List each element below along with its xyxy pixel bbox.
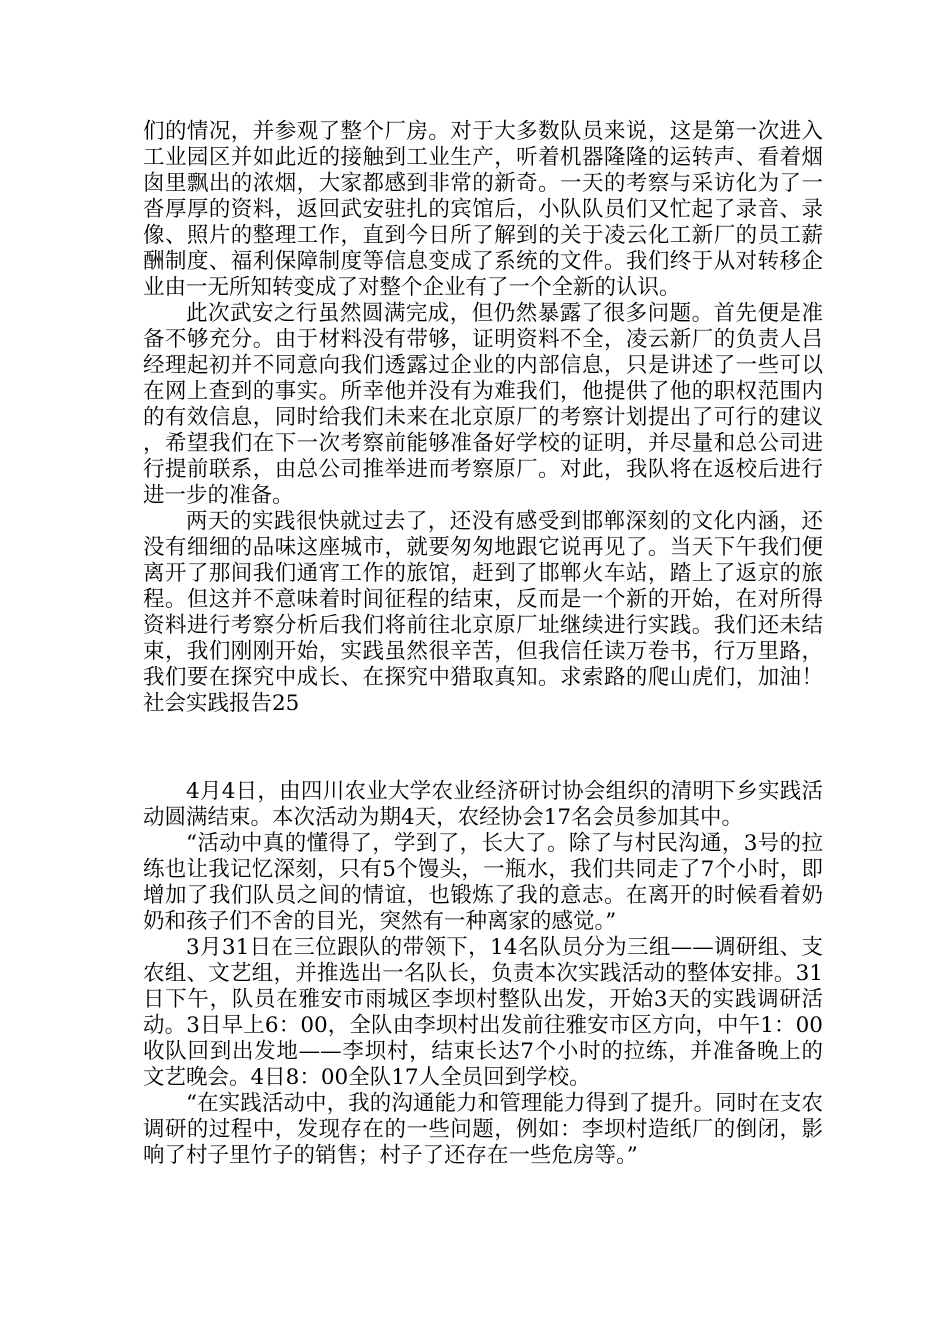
paragraph-wuan-problems: 此次武安之行虽然圆满完成，但仍然暴露了很多问题。首先便是准备不够充分。由于材料没有带够，证明资料不全，凌云新厂的负责人吕经理起初并不同意向我们透露过企业的内部信息，只是讲述了一些可以在网上查到的事实。所幸他并没有为难我们，他提供了他的职权范围内的有效信息，同时给我们未来在北京原厂的考察计划提出了可行的建议，希望我们在下一次考察前能够准备好学校的证明，并尽量和总公司进行提前联系，由总公司推举进而考察原厂。对此，我队将在返校后进行进一步的准备。 xyxy=(143,301,823,508)
document-body xyxy=(143,119,823,1169)
paragraph-member-quote-2: “在实践活动中，我的沟通能力和管理能力得到了提升。同时在支农调研的过程中，发现存在的一些问题，例如：李坝村造纸厂的倒闭，影响了村子里竹子的销售；村子了还存在一些危房等。” xyxy=(143,1091,823,1168)
paragraph-member-quote-1: “活动中真的懂得了，学到了，长大了。除了与村民沟通，3号的拉练也让我记忆深刻，只有5个馒头，一瓶水，我们共同走了7个小时，即增加了我们队员之间的情谊，也锻炼了我的意志。在离开的时候看着奶奶和孩子们不舍的目光，突然有一种离家的感觉。” xyxy=(143,831,823,934)
paragraph-qingming-intro: 4月4日，由四川农业大学农业经济研讨协会组织的清明下乡实践活动圆满结束。本次活动为期4天，农经协会17名会员参加其中。 xyxy=(143,779,823,830)
paragraph-factory-visit: 们的情况，并参观了整个厂房。对于大多数队员来说，这是第一次进入工业园区并如此近的接触到工业生产，听着机器隆隆的运转声、看着烟囱里飘出的浓烟，大家都感到非常的新奇。一天的考察与采访化为了一沓厚厚的资料，返回武安驻扎的宾馆后，小队队员们又忙起了录音、录像、照片的整理工作，直到今日所了解到的关于凌云化工新厂的员工薪酬制度、福利保障制度等信息变成了系统的文件。我们终于从对转移企业由一无所知转变成了对整个企业有了一个全新的认识。 xyxy=(143,119,823,300)
paragraph-handan-farewell: 两天的实践很快就过去了，还没有感受到邯郸深刻的文化内涵，还没有细细的品味这座城市，就要匆匆地跟它说再见了。当天下午我们便离开了那间我们通宵工作的旅馆，赶到了邯郸火车站，踏上了返京的旅程。但这并不意味着时间征程的结束，反而是一个新的开始，在对所得资料进行考察分析后我们将前往北京原厂址继续进行实践。我们还未结束，我们刚刚开始，实践虽然很辛苦，但我信任读万卷书，行万里路，我们要在探究中成长、在探究中猎取真知。求索路的爬山虎们，加油！社会实践报告25 xyxy=(143,509,823,716)
paragraph-activity-schedule: 3月31日在三位跟队的带领下，14名队员分为三组——调研组、支农组、文艺组，并推选出一名队长，负责本次实践活动的整体安排。31日下午，队员在雅安市雨城区李坝村整队出发，开始3天的实践调研活动。3日早上6：00，全队由李坝村出发前往雅安市区方向，中午1：00收队回到出发地——李坝村，结束长达7个小时的拉练，并准备晚上的文艺晚会。4日8：00全队17人全员回到学校。 xyxy=(143,935,823,1090)
section-gap xyxy=(143,717,823,779)
